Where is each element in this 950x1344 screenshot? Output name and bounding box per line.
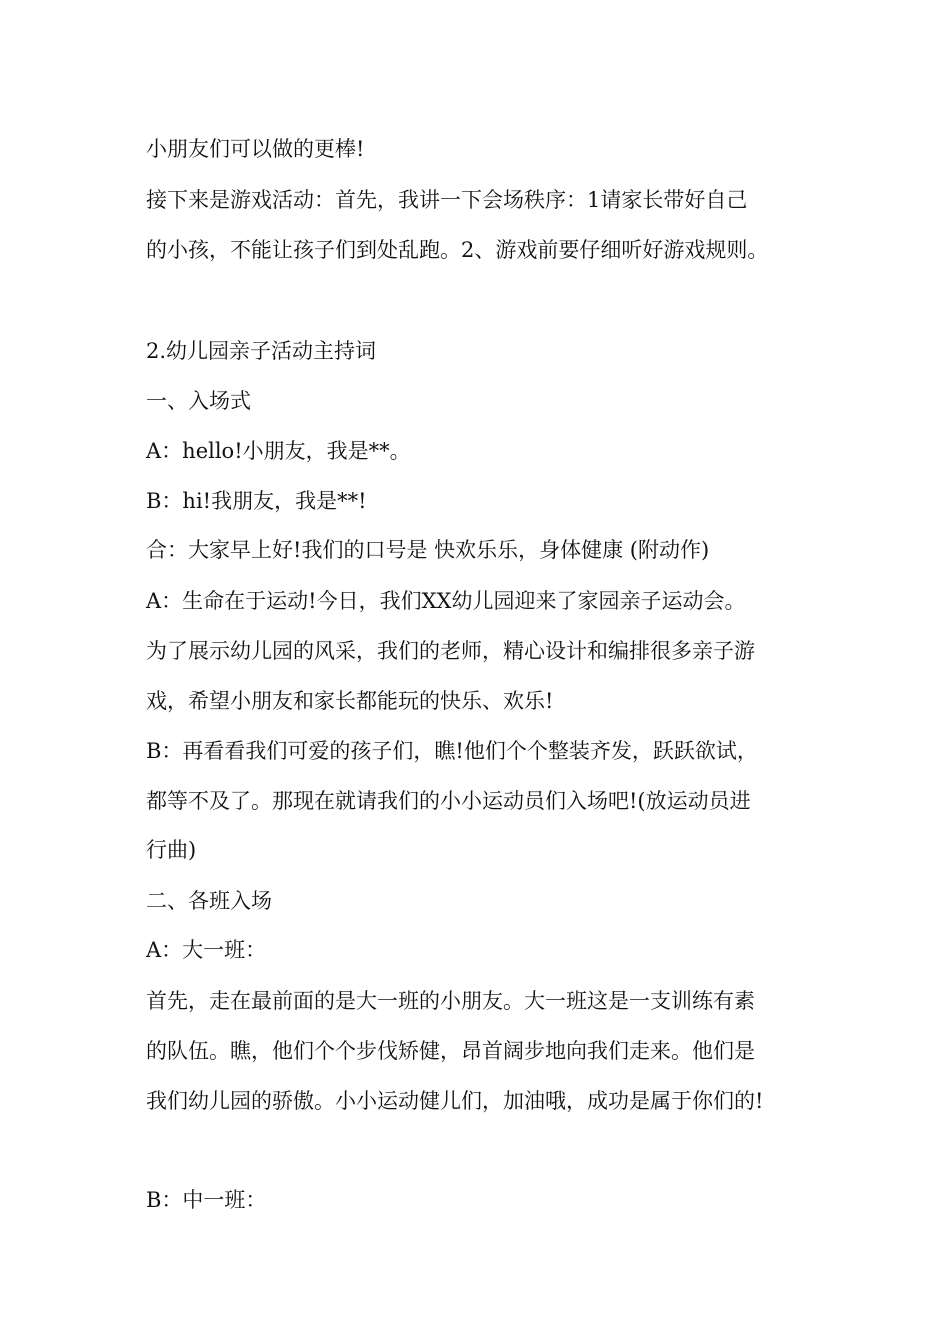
text-line: A：hello!小朋友，我是**。 [146,439,411,463]
text-line: B：再看看我们可爱的孩子们，瞧!他们个个整装齐发，跃跃欲试， [146,739,758,763]
text-line: 我们幼儿园的骄傲。小小运动健儿们，加油哦，成功是属于你们的! [146,1089,764,1113]
text-line: 小朋友们可以做的更棒! [146,137,365,161]
text-line: A：生命在于运动!今日，我们XX幼儿园迎来了家园亲子运动会。 [146,589,746,613]
text-line: 为了展示幼儿园的风采，我们的老师，精心设计和编排很多亲子游 [146,639,755,663]
subsection-heading: 二、各班入场 [146,889,272,913]
section-heading: 2.幼儿园亲子活动主持词 [146,339,377,363]
text-line: 首先，走在最前面的是大一班的小朋友。大一班这是一支训练有素 [146,989,755,1013]
subsection-heading: 一、入场式 [146,389,251,413]
text-line: 都等不及了。那现在就请我们的小小运动员们入场吧!(放运动员进 [146,789,751,813]
text-line: A：大一班： [146,938,267,962]
text-line: 接下来是游戏活动：首先，我讲一下会场秩序：1请家长带好自己 [146,188,748,212]
text-line: 的队伍。瞧，他们个个步伐矫健，昂首阔步地向我们走来。他们是 [146,1039,755,1063]
text-line: 行曲) [146,838,197,862]
text-line: B：hi!我朋友，我是**! [146,489,367,513]
text-line: 合：大家早上好!我们的口号是 快欢乐乐，身体健康 (附动作) [146,538,710,562]
text-line: 戏，希望小朋友和家长都能玩的快乐、欢乐! [146,689,554,713]
text-line: 的小孩，不能让孩子们到处乱跑。2、游戏前要仔细听好游戏规则。 [146,238,769,262]
text-line: B：中一班： [146,1188,267,1212]
